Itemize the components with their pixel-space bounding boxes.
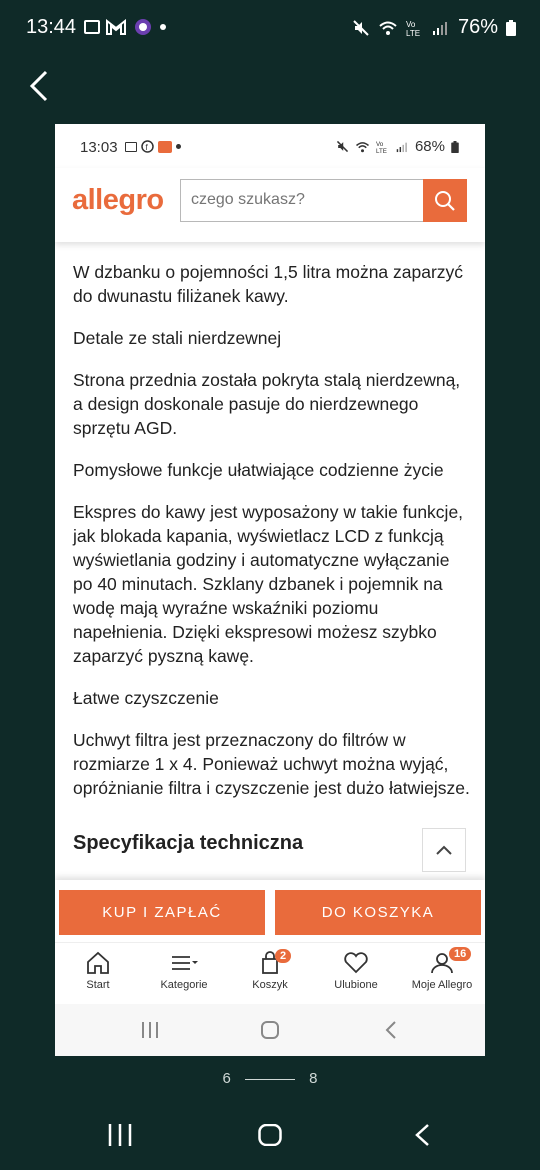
back-button[interactable] <box>26 66 56 106</box>
chevron-left-icon <box>26 66 56 106</box>
pager-left: 6 <box>222 1070 231 1087</box>
description-paragraph: Detale ze stali nierdzewnej <box>73 328 282 348</box>
pager-divider <box>245 1079 295 1080</box>
outer-system-nav <box>0 1100 540 1170</box>
bottom-nav <box>55 942 485 1005</box>
game-icon <box>132 18 154 36</box>
buy-now-button[interactable]: KUP I ZAPŁAĆ <box>59 890 265 935</box>
account-badge: 16 <box>449 947 471 961</box>
battery-percent: 76% <box>457 16 498 38</box>
signal-icon <box>396 141 409 153</box>
volte-icon <box>406 19 424 37</box>
add-to-cart-button[interactable]: DO KOSZYKA <box>275 890 481 935</box>
gmail-icon <box>106 19 126 35</box>
svg-text:Vo: Vo <box>375 140 384 148</box>
battery-icon <box>506 20 516 36</box>
nav-label: Start <box>86 979 110 991</box>
description-paragraph: Pomysłowe funkcje ułatwiające codzienne życie <box>73 460 444 480</box>
svg-text:f: f <box>145 143 148 152</box>
signal-icon <box>432 20 450 36</box>
description-paragraph: W dzbanku o pojemności 1,5 litra można zaparzyć do dwunastu filiżanek kawy. <box>73 262 464 306</box>
description-paragraph: Uchwyt filtra jest przeznaczony do filtrów w rozmiarze 1 x 4. Ponieważ uchwyt można wyjąć, opróżnianie filtra i czyszczenie jest dużo łatwiejsze. <box>73 730 470 798</box>
nav-kategorie[interactable] <box>141 951 227 991</box>
heart-icon <box>343 951 369 975</box>
description-paragraph: Ekspres do kawy jest wyposażony w takie funkcje, jak blokada kapania, wyświetlacz LCD z funkcją wyświetlania godziny i automatyczne wyłączanie po 40 minutach. Szklany dzbanek i pojemnik na wodę mają wyraźne wskaźniki poziomu napełnienia. Dzięki ekspresowi możesz szybko zaparzyć pyszną kawę. <box>73 502 464 666</box>
search-icon <box>434 190 456 212</box>
mute-icon <box>352 19 370 37</box>
search-input[interactable]: czego szukasz? <box>180 179 424 222</box>
home-button-icon[interactable] <box>258 1124 282 1146</box>
home-button-icon[interactable] <box>261 1021 279 1039</box>
nav-label: Koszyk <box>252 979 288 991</box>
inner-clock: 13:03 <box>80 139 118 156</box>
inner-system-nav <box>55 1004 485 1056</box>
outer-status-bar <box>0 0 540 56</box>
nav-label: Kategorie <box>160 979 208 991</box>
purchase-bar <box>55 880 485 942</box>
app-header <box>55 168 485 242</box>
description-paragraph: Strona przednia została pokryta stalą nierdzewną, a design doskonale pasuje do nierdzewnego sprzętu AGD. <box>73 370 461 438</box>
search-button[interactable] <box>423 179 467 222</box>
page-indicator <box>0 1070 540 1087</box>
outer-clock: 13:44 <box>26 16 77 38</box>
product-description <box>73 260 471 818</box>
more-notifications-icon <box>160 24 166 30</box>
spec-heading: Specyfikacja techniczna <box>73 832 304 854</box>
gallery-icon <box>84 20 100 34</box>
scroll-top-button[interactable] <box>422 828 466 872</box>
svg-text:LTE: LTE <box>405 28 421 37</box>
cart-badge: 2 <box>275 949 291 963</box>
nav-moje-allegro[interactable] <box>399 948 485 991</box>
nav-koszyk[interactable] <box>227 951 313 991</box>
battery-icon <box>451 141 459 153</box>
wifi-icon <box>378 20 398 36</box>
recents-icon[interactable] <box>141 1022 159 1038</box>
app-notification-icon <box>158 141 172 153</box>
mute-icon <box>336 140 349 153</box>
facebook-icon <box>141 140 154 153</box>
chevron-up-icon <box>435 844 453 856</box>
volte-icon <box>376 140 390 154</box>
notification-icons <box>84 18 166 36</box>
svg-text:LTE: LTE <box>375 147 387 154</box>
recents-icon[interactable] <box>108 1124 132 1146</box>
system-icons <box>352 16 516 39</box>
svg-text:Vo: Vo <box>405 19 416 29</box>
nav-ulubione[interactable] <box>313 951 399 991</box>
nav-start[interactable] <box>55 951 141 991</box>
home-icon <box>85 951 111 975</box>
allegro-logo[interactable]: allegro <box>72 184 164 216</box>
nav-label: Moje Allegro <box>411 979 473 991</box>
wifi-icon <box>355 141 370 153</box>
gallery-icon <box>125 142 137 152</box>
back-icon[interactable] <box>414 1123 430 1147</box>
pager-right: 8 <box>309 1070 318 1087</box>
screenshot-frame[interactable] <box>55 124 485 1056</box>
back-icon[interactable] <box>385 1021 397 1039</box>
more-notifications-icon <box>176 144 181 149</box>
inner-status-bar <box>55 124 485 168</box>
description-paragraph: Łatwe czyszczenie <box>73 688 219 708</box>
nav-label: Ulubione <box>334 979 378 991</box>
menu-icon <box>170 951 198 975</box>
battery-percent: 68% <box>414 138 445 155</box>
